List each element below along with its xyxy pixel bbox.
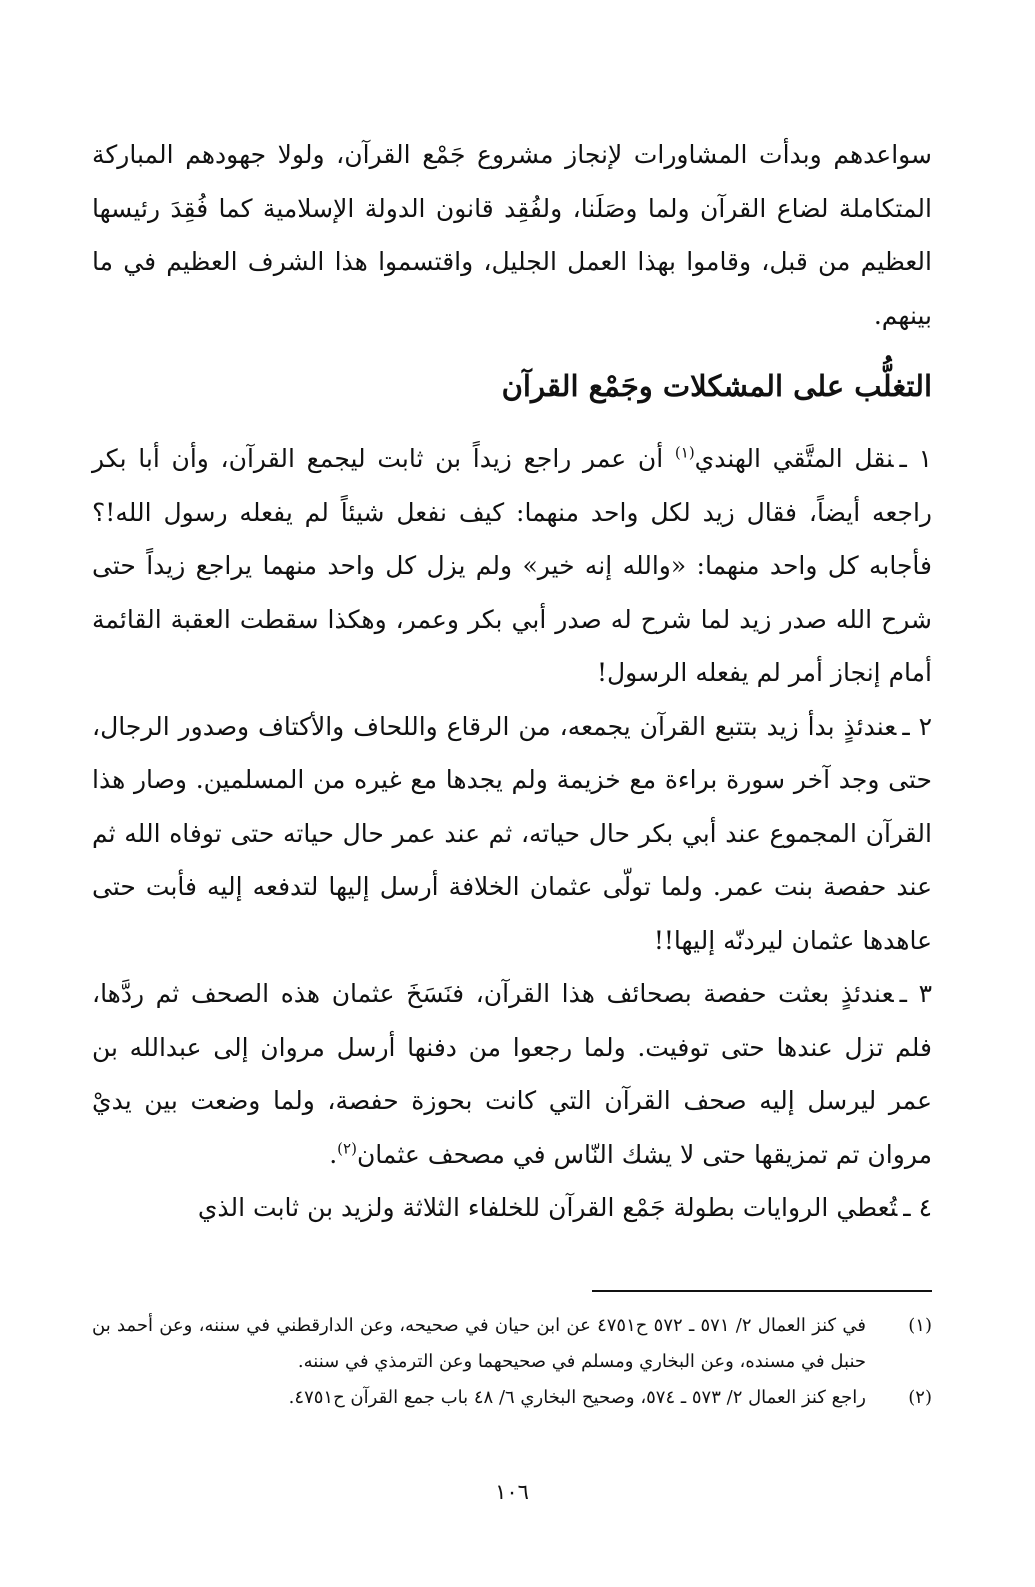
numbered-paragraph-2	[92, 700, 932, 968]
footnote-reference[interactable]: (٢)	[337, 1139, 357, 1158]
paragraph-text: عندئذٍ بعثت حفصة بصحائف هذا القرآن، فنَسَخَ عثمان هذه الصحف ثم ردَّها، فلم تزل عندها حتى توفيت. ولما رجعوا من دفنها أرسل مروان إلى عبدالله بن عمر ليرسل إليه صحف القرآن التي كانت بحوزة حفصة، ولما وضعت بين يديْ مروان تم تمزيقها حتى لا يشك النّاس في مصحف عثمان	[92, 979, 932, 1169]
numbered-paragraph-3	[92, 967, 932, 1181]
footnotes	[92, 1308, 932, 1416]
paragraph-text: عندئذٍ بدأ زيد بتتبع القرآن يجمعه، من الرقاع واللحاف والأكتاف وصدور الرجال، حتى وجد آخر سورة براءة مع خزيمة ولم يجدها مع غيره من المسلمين. وصار هذا القرآن المجموع عند أبي بكر حال حياته، ثم عند عمر حال حياته حتى توفاه الله ثم عند حفصة بنت عمر. ولما تولّى عثمان الخلافة أرسل إليها لتدفعه إليه فأبت حتى عاهدها عثمان ليردنّه إليها!!	[92, 711, 932, 955]
paragraph-text-cont: .	[329, 1139, 338, 1169]
section-heading: التغلُّب على المشكلات وجَمْع القرآن	[501, 369, 932, 403]
footnote-reference[interactable]: (١)	[674, 443, 695, 462]
footnote-text: في كنز العمال ٢/ ٥٧١ ـ ٥٧٢ ح٤٧٥١ عن ابن حيان في صحيحه، وعن الدارقطني في سننه، وعن أحمد بن حنبل في مسنده، وعن البخاري ومسلم في صحيحهما وعن الترمذي في سننه.	[92, 1315, 867, 1372]
paragraph-text: نقل المتَّقي الهندي	[694, 444, 894, 473]
paragraph-number: ٢ ـ	[902, 711, 932, 741]
footnote-divider	[592, 1290, 932, 1292]
paragraph-text: تُعطي الروايات بطولة جَمْع القرآن للخلفاء الثلاثة ولزيد بن ثابت الذي	[197, 1193, 898, 1222]
footnote-text: راجع كنز العمال ٢/ ٥٧٣ ـ ٥٧٤، وصحيح البخاري ٦/ ٤٨ باب جمع القرآن ح٤٧٥١.	[288, 1387, 866, 1408]
footnote-number: (١)	[908, 1315, 932, 1336]
footnote-2	[92, 1380, 932, 1416]
book-page	[92, 128, 932, 1568]
page-number: ١٠٦	[495, 1480, 529, 1504]
footnote-1	[92, 1308, 932, 1380]
paragraph-number: ٣ ـ	[899, 979, 932, 1008]
footnote-number: (٢)	[908, 1387, 932, 1408]
numbered-paragraph-4	[92, 1181, 932, 1235]
numbered-paragraph-1	[92, 432, 932, 700]
paragraph-number: ١ ـ	[899, 444, 932, 473]
intro-paragraph: سواعدهم وبدأت المشاورات لإنجاز مشروع جَمْع القرآن، ولولا جهودهم المباركة المتكاملة لضاع القرآن ولما وصَلَنا، ولفُقِد قانون الدولة الإسلامية كما فُقِدَ رئيسها العظيم من قبل، وقاموا بهذا العمل الجليل، واقتسموا هذا الشرف العظيم في ما بينهم.	[92, 140, 932, 330]
paragraph-text-cont: أن عمر راجع زيداً بن ثابت ليجمع القرآن، وأن أبا بكر راجعه أيضاً، فقال زيد لكل واحد منهما: كيف نفعل شيئاً لم يفعله رسول الله!؟ فأجابه كل واحد منهما: «والله إنه خير» ولم يزل كل واحد منهما يراجع زيداً حتى شرح الله صدر زيد لما شرح له صدر أبي بكر وعمر، وهكذا سقطت العقبة القائمة أمام إنجاز أمر لم يفعله الرسول!	[92, 444, 932, 687]
paragraph-number: ٤ ـ	[903, 1193, 932, 1222]
